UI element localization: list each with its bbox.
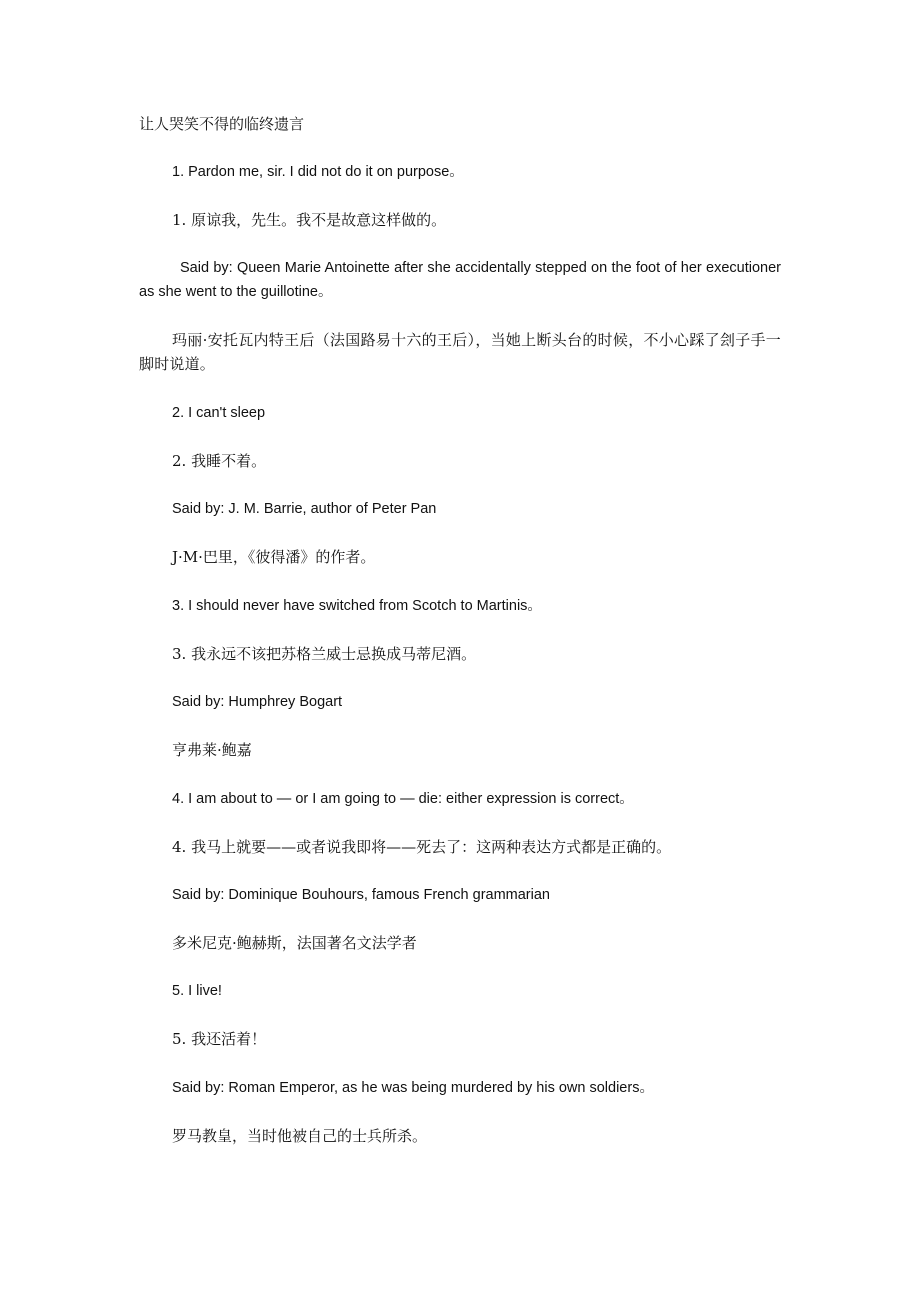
quote-3-attribution-english: Said by: Humphrey Bogart xyxy=(172,694,343,710)
quote-3-english: 3. I should never have switched from Scotch to Martinis。 xyxy=(172,598,542,614)
quote-4-english: 4. I am about to — or I am going to — die: either expression is correct。 xyxy=(172,791,634,807)
quote-4-attribution-chinese: 多米尼克·鲍赫斯，法国著名文法学者 xyxy=(172,934,417,952)
quote-5-english: 5. I live! xyxy=(172,983,222,999)
quote-2-attribution-english: Said by: J. M. Barrie, author of Peter Pan xyxy=(172,501,437,517)
quote-1-english: 1. Pardon me, sir. I did not do it on purpose。 xyxy=(172,164,464,180)
quote-4-chinese: 4. 我马上就要——或者说我即将——死去了：这两种表达方式都是正确的。 xyxy=(172,838,672,856)
quote-1-attribution-chinese: 玛丽·安托瓦内特王后（法国路易十六的王后），当她上断头台的时候，不小心踩了刽子手一脚时说道。 xyxy=(139,331,781,373)
quote-4-attribution-english: Said by: Dominique Bouhours, famous French grammarian xyxy=(172,887,550,903)
quote-1-attribution-english: Said by: Queen Marie Antoinette after she accidentally stepped on the foot of her executioner as she went to the guillotine。 xyxy=(139,260,781,300)
quote-3-chinese: 3. 我永远不该把苏格兰威士忌换成马蒂尼酒。 xyxy=(172,645,477,663)
quote-2-chinese: 2. 我睡不着。 xyxy=(172,452,267,470)
quote-3-attribution-chinese: 亨弗莱·鲍嘉 xyxy=(172,741,252,759)
quote-5-attribution-english: Said by: Roman Emperor, as he was being murdered by his own soldiers。 xyxy=(172,1080,654,1096)
quote-5-attribution-chinese: 罗马教皇，当时他被自己的士兵所杀。 xyxy=(172,1127,428,1145)
quote-5-chinese: 5. 我还活着！ xyxy=(172,1030,267,1048)
quote-2-attribution-chinese: J·M·巴里，《彼得潘》的作者。 xyxy=(172,548,376,566)
quote-2-english: 2. I can't sleep xyxy=(172,405,266,421)
page-title: 让人哭笑不得的临终遗言 xyxy=(139,115,305,133)
quote-1-chinese: 1. 原谅我，先生。我不是故意这样做的。 xyxy=(172,211,447,229)
